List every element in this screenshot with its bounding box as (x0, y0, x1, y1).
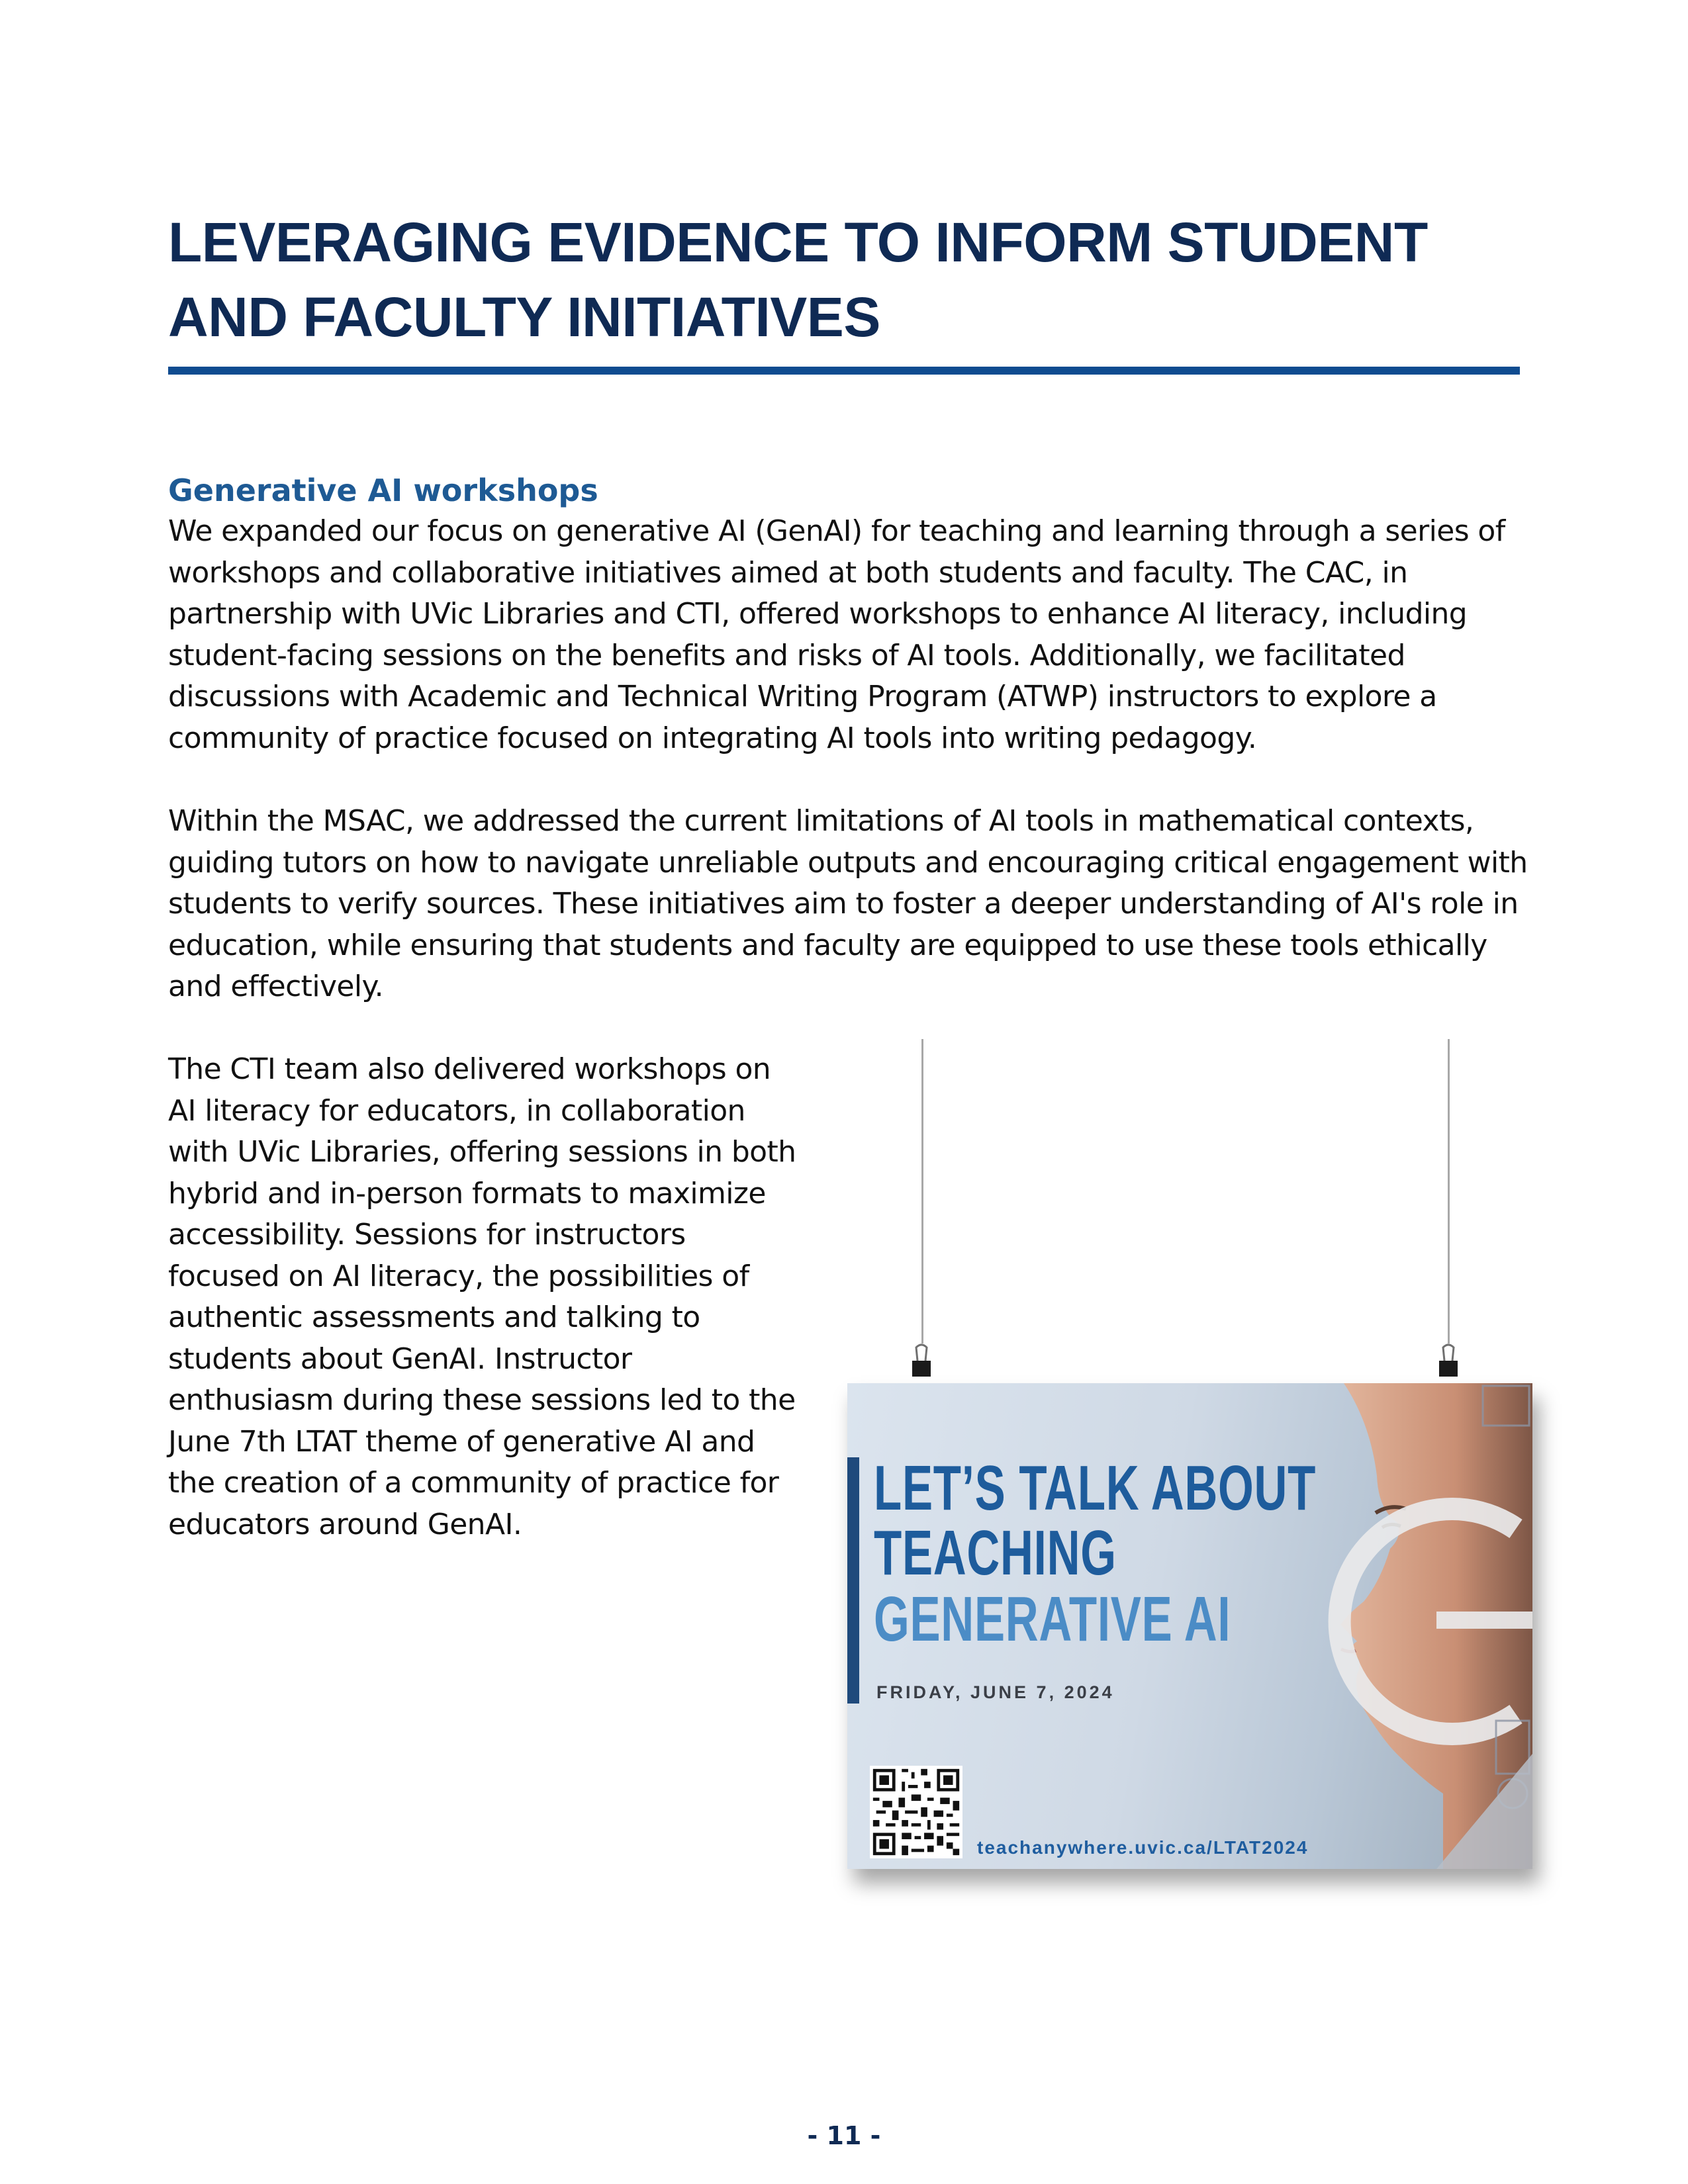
page-title: LEVERAGING EVIDENCE TO INFORM STUDENT AND FACULTY INITIATIVES (168, 211, 1428, 348)
qr-code-icon (870, 1766, 962, 1858)
poster-accent-bar (847, 1457, 859, 1704)
poster-title-line: TEACHING (874, 1518, 1117, 1588)
body-paragraph: Within the MSAC, we addressed the current limitations of AI tools in mathematical contexts, guiding tutors on how to navigate unreliable outputs and encouraging critical engagement with students to verify sources. These initiatives aim to foster a deeper understanding of AI's role in education, while ensuring that students and faculty are equipped to use these tools ethically and effectively. (168, 804, 1528, 1003)
section-heading: Generative AI workshops (168, 473, 598, 508)
title-divider (168, 367, 1520, 375)
hanging-string-left (921, 1039, 923, 1343)
poster-url: teachanywhere.uvic.ca/LTAT2024 (977, 1837, 1309, 1858)
binder-clip-icon (1434, 1343, 1463, 1378)
poster-date: FRIDAY, JUNE 7, 2024 (876, 1682, 1115, 1702)
event-poster (847, 1383, 1532, 1869)
body-paragraph: We expanded our focus on generative AI (GenAI) for teaching and learning through a series of workshops and collaborative initiatives aimed at both students and faculty. The CAC, in partnership with UVic Libraries and CTI, offered workshops to enhance AI literacy, including student-facing sessions on the benefits and risks of AI tools. Additionally, we facilitated discussions with Academic and Technical Writing Program (ATWP) instructors to explore a community of practice focused on integrating AI tools into writing pedagogy. (168, 514, 1505, 755)
poster-title-line: LET’S TALK ABOUT (874, 1453, 1317, 1524)
poster-title-line: GENERATIVE AI (874, 1584, 1231, 1655)
binder-clip-icon (907, 1343, 936, 1378)
page-number: - 11 - (807, 2121, 881, 2150)
hanging-string-right (1448, 1039, 1450, 1343)
body-paragraph: The CTI team also delivered workshops on AI literacy for educators, in collaboration with UVic Libraries, offering sessions in both hybrid and in-person formats to maximize accessibility. Sessions for instructors focused on AI literacy, the possibilities of authentic assessments and talking to students about GenAI. Instructor enthusiasm during these sessions led to the June 7th LTAT theme of generative AI and the creation of a community of practice for educators around GenAI. (168, 1052, 796, 1541)
